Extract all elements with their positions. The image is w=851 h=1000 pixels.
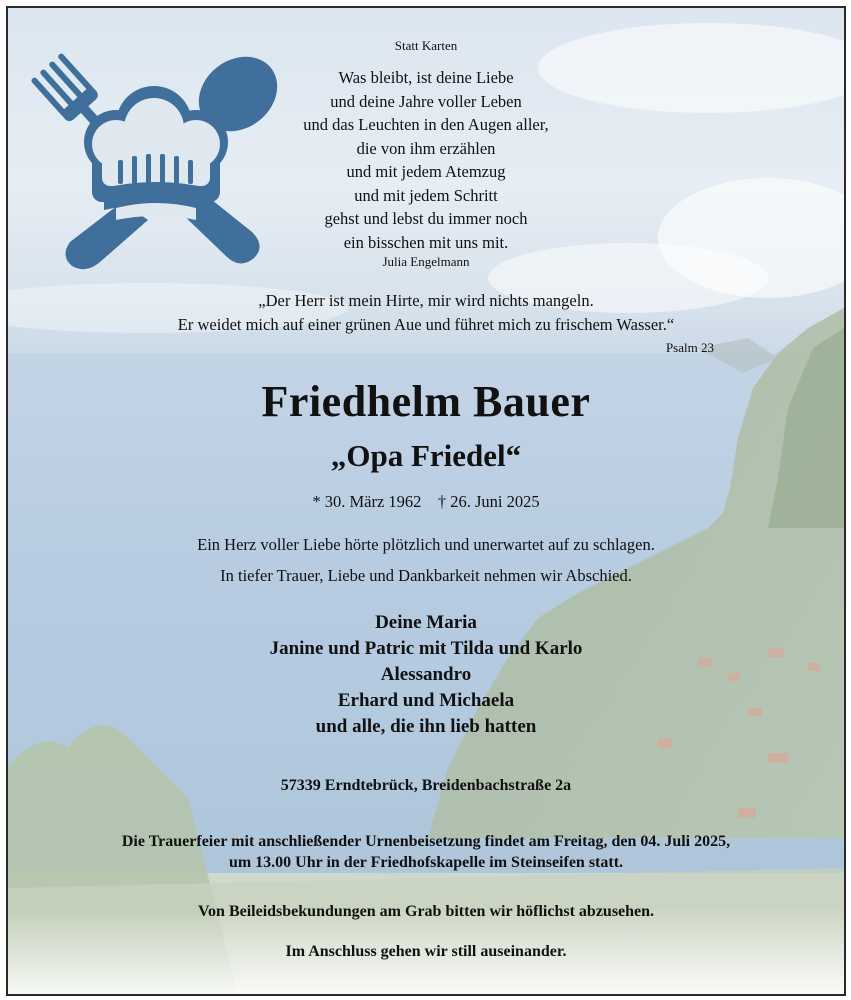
closing-note: Im Anschluss gehen wir still auseinander. bbox=[285, 943, 567, 960]
message-line-2: In tiefer Trauer, Liebe und Dankbarkeit nehmen wir Abschied. bbox=[220, 566, 632, 585]
poem-line: und mit jedem Atemzug bbox=[346, 162, 506, 181]
mourner: und alle, die ihn lieb hatten bbox=[315, 716, 537, 737]
poem-line: und deine Jahre voller Leben bbox=[330, 91, 522, 111]
poem bbox=[8, 66, 844, 254]
psalm-line: Er weidet mich auf einer grünen Aue und führet mich zu frischem Wasser.“ bbox=[177, 315, 675, 334]
poem-line: ein bisschen mit uns mit. bbox=[343, 232, 509, 252]
mourner: Janine und Patric mit Tilda und Karlo bbox=[269, 638, 583, 659]
obituary-card bbox=[6, 6, 846, 996]
message-line-1: Ein Herz voller Liebe hörte plötzlich und unerwartet auf zu schlagen. bbox=[197, 535, 655, 554]
psalm-quote bbox=[8, 289, 844, 337]
mourners-list bbox=[8, 610, 844, 740]
funeral-line: um 13.00 Uhr in der Friedhofskapelle im Steinseifen statt. bbox=[228, 854, 624, 871]
psalm-line: „Der Herr ist mein Hirte, mir wird nichts mangeln. bbox=[258, 291, 594, 310]
mourner: Alessandro bbox=[380, 664, 472, 685]
poem-author: Julia Engelmann bbox=[382, 254, 470, 269]
family-address: 57339 Erndtebrück, Breidenbachstraße 2a bbox=[280, 777, 572, 794]
poem-line: gehst und lebst du immer noch bbox=[324, 209, 528, 228]
deceased-nickname: „Opa Friedel“ bbox=[330, 438, 522, 473]
life-dates: * 30. März 1962 † 26. Juni 2025 bbox=[312, 492, 540, 511]
deceased-name: Friedhelm Bauer bbox=[261, 377, 591, 426]
poem-line: und das Leuchten in den Augen aller, bbox=[303, 115, 549, 134]
psalm-reference: Psalm 23 bbox=[665, 340, 714, 355]
condolence-note: Von Beileidsbekundungen am Grab bitten wir höflichst abzusehen. bbox=[197, 903, 655, 920]
funeral-line: Die Trauerfeier mit anschließender Urnenbeisetzung findet am Freitag, den 04. Juli 2025, bbox=[121, 833, 731, 850]
funeral-details bbox=[8, 831, 844, 873]
poem-line: und mit jedem Schritt bbox=[354, 185, 498, 205]
poem-line: Was bleibt, ist deine Liebe bbox=[338, 68, 514, 87]
obituary-content bbox=[8, 8, 844, 994]
mourner: Erhard und Michaela bbox=[337, 690, 515, 711]
mourner: Deine Maria bbox=[375, 612, 477, 633]
statt-karten-label: Statt Karten bbox=[394, 38, 458, 53]
poem-line: die von ihm erzählen bbox=[356, 138, 496, 158]
